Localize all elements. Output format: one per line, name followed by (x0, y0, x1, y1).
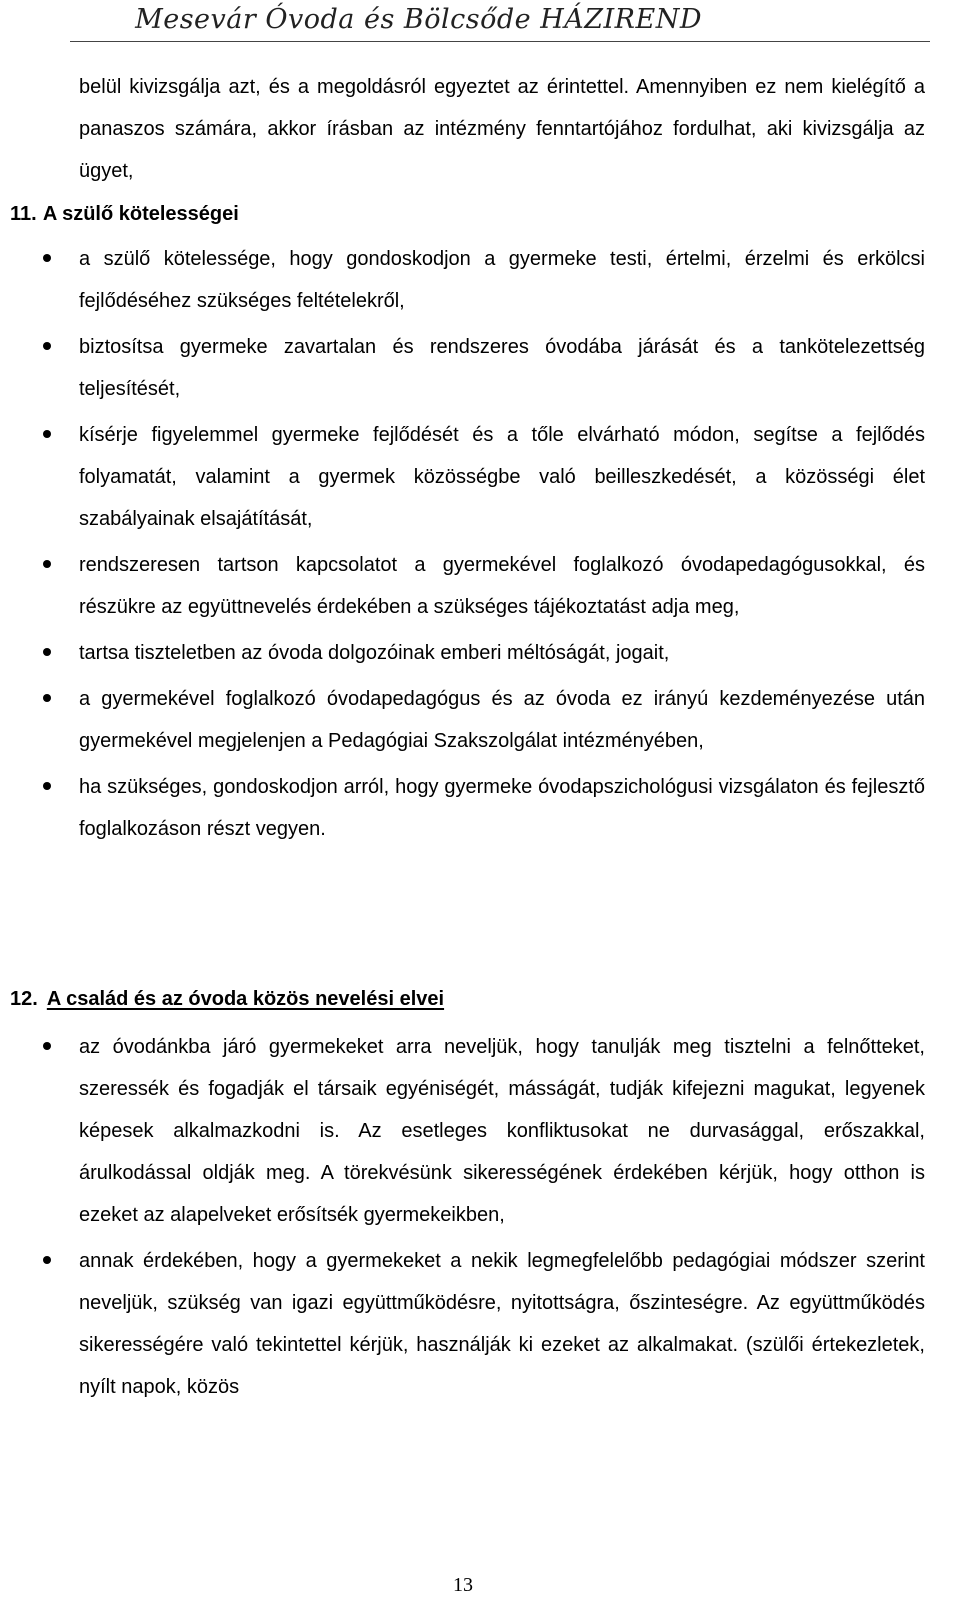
list-item (0, 1240, 925, 1408)
header-divider (70, 41, 930, 42)
list-item-text: ha szükséges, gondoskodjon arról, hogy gyermeke óvodapszichológusi vizsgálaton és fejlesztő foglalkozáson részt vegyen. (79, 776, 925, 840)
list-item-text: tartsa tiszteletben az óvoda dolgozóinak emberi méltóságát, jogait, (79, 642, 670, 664)
list-item (0, 326, 925, 410)
list-item-text: annak érdekében, hogy a gyermekeket a nekik legmegfelelőbb pedagógiai módszer szerint neveljük, szükség van igazi együttműködésre, nyitottságra, őszinteségre. Az együttműködés sikerességére való tekintettel kérjük, használják ki ezeket az alkalmakat. (szülői értekezletek, nyílt napok, közös (79, 1250, 925, 1398)
section-11-list (0, 238, 960, 854)
section-12-heading (10, 984, 444, 1014)
list-item (0, 238, 925, 322)
bullet-icon (43, 648, 51, 656)
list-item (0, 632, 925, 674)
list-item-text: a szülő kötelessége, hogy gondoskodjon a gyermeke testi, értelmi, érzelmi és erkölcsi fejlődéséhez szükséges feltételekről, (79, 248, 925, 312)
bullet-icon (43, 782, 51, 790)
list-item (0, 414, 925, 540)
section-number: 12. (10, 988, 38, 1010)
bullet-icon (43, 1042, 51, 1050)
bullet-icon (43, 560, 51, 568)
bullet-icon (43, 254, 51, 262)
list-item-text: rendszeresen tartson kapcsolatot a gyermekével foglalkozó óvodapedagógusokkal, és részükre az együttnevelés érdekében a szükséges tájékoztatást adja meg, (79, 554, 925, 618)
document-header-title: Mesevár Óvoda és Bölcsőde HÁZIREND (135, 4, 702, 35)
section-11-heading (10, 199, 239, 229)
list-item-text: biztosítsa gyermeke zavartalan és rendszeres óvodába járását és a tankötelezettség teljesítését, (79, 336, 925, 400)
list-item-text: kísérje figyelemmel gyermeke fejlődését és a tőle elvárható módon, segítse a fejlődés folyamatát, valamint a gyermek közösségbe való beilleszkedését, a közösségi élet szabályainak elsajátítását, (79, 424, 925, 530)
bullet-icon (43, 694, 51, 702)
list-item (0, 1026, 925, 1236)
list-item-text: a gyermekével foglalkozó óvodapedagógus és az óvoda ez irányú kezdeményezése után gyermekével megjelenjen a Pedagógiai Szakszolgálat intézményében, (79, 688, 925, 752)
list-item-text: az óvodánkba járó gyermekeket arra neveljük, hogy tanulják meg tisztelni a felnőtteket, szeressék és fogadják el társaik egyéniségét, másságát, tudják kifejezni magukat, legyenek képesek alkalmazkodni is. Az esetleges konfliktusokat ne durvasággal, erőszakkal, árulkodással oldják meg. A törekvésünk sikerességének érdekében kérjük, hogy otthon is ezeket az alapelveket erősítsék gyermekeikben, (79, 1036, 925, 1226)
intro-paragraph: belül kivizsgálja azt, és a megoldásról egyeztet az érintettel. Amennyiben ez nem kielégítő a panaszos számára, akkor írásban az intézmény fenntartójához fordulhat, aki kivizsgálja az ügyet, (79, 76, 925, 182)
list-item (0, 678, 925, 762)
bullet-icon (43, 1256, 51, 1264)
page-number: 13 (453, 1574, 473, 1596)
list-item (0, 766, 925, 850)
section-number: 11. (10, 203, 37, 225)
section-12-list (0, 1026, 960, 1412)
bullet-icon (43, 430, 51, 438)
section-title: A szülő kötelességei (42, 203, 239, 225)
list-item (0, 544, 925, 628)
section-title: A család és az óvoda közös nevelési elvei (46, 988, 445, 1010)
bullet-icon (43, 342, 51, 350)
